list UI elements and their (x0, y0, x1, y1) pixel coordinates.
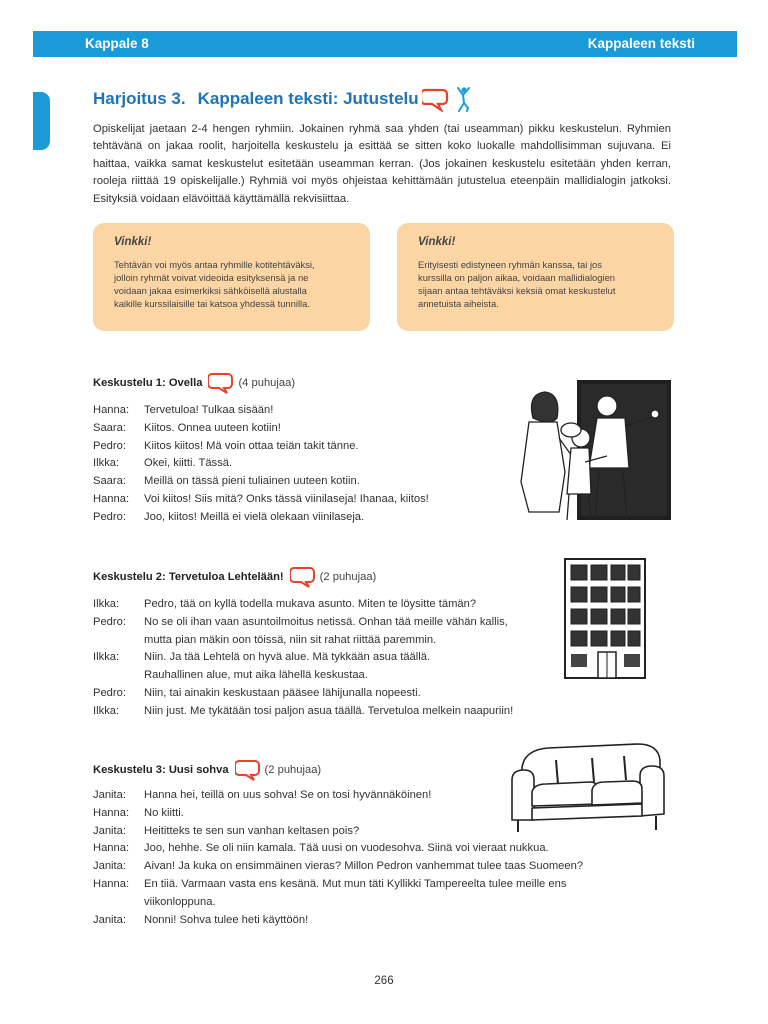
line-text: Tervetuloa! Tulkaa sisään! (144, 404, 274, 416)
speaker: Hanna: (93, 877, 130, 890)
dialogue-line (93, 509, 563, 527)
tip-heading: Vinkki! (418, 236, 456, 248)
dialogue-line (93, 402, 563, 420)
line-text: Okei, kiitti. Tässä. (144, 457, 233, 470)
exercise-intro: Opiskelijat jaetaan 2-4 hengen ryhmiin. Jokainen ryhmä saa yhden (tai useamman) pikku keskustelun. Ryhmien tehtävänä on jakaa roolit, harjoitella keskustelu ja esittää se sitten koko luokalle mahdollisimman sujuvana. Ei haittaa, vaikka samat keskustelut esitetään useamman kerran. (Jos jokainen keskustelu esitetään yhden kerran, rooleja riittää 19 opiskelijalle.) Ryhmiä voi myös ohjeistaa kehittämään jutustelua eteenpäin mallidialogin jatkoksi. Esityksiä voidaan elävöittää käyttämällä rekvisiittaa. (93, 123, 671, 205)
dialogue-line (93, 667, 563, 685)
conversation-title (93, 372, 295, 394)
tip-body (114, 258, 349, 310)
dialogue-line (93, 614, 563, 632)
line-text: mutta pian mäkin oon töissä, niin sit rahat riittää paremmin. (144, 633, 437, 646)
dialogue (93, 596, 563, 721)
line-text: Pedro, tää on kyllä todella mukava asunto. Miten te löysitte tämän? (144, 598, 477, 610)
speaker: Janita: (93, 789, 126, 801)
conversation-name: Keskustelu 3: Uusi sohva (93, 764, 229, 776)
speaker: Pedro: (93, 615, 126, 628)
dialogue-line (93, 438, 563, 456)
speaker: Saara: (93, 421, 126, 434)
tip-line: Erityisesti edistyneen ryhmän kanssa, tai jos (418, 259, 602, 270)
speaker (93, 894, 144, 912)
speaker: Pedro: (93, 510, 126, 523)
section-label: Kappaleen teksti (587, 36, 695, 51)
apartment-building-illustration (562, 556, 648, 681)
line-text: Kiitos kiitos! Mä voin ottaa teiän takit tänne. (144, 439, 359, 452)
line-text: Aivan! Ja kuka on ensimmäinen vieras? Millon Pedron vanhemmat tulee taas Suomeen? (144, 860, 584, 873)
doorway-illustration (515, 378, 675, 523)
dialogue-line (93, 420, 563, 438)
speaker (93, 632, 144, 650)
tip-box (397, 223, 674, 331)
conversation-title (93, 566, 376, 588)
dialogue-line (93, 876, 653, 894)
tip-line: annetuista aiheista. (418, 298, 499, 310)
speaker (93, 667, 144, 685)
title-icons (422, 86, 476, 112)
line-text: viikonloppuna. (144, 895, 216, 908)
line-text: En tiiä. Varmaan vasta ens kesänä. Mut mun täti Kyllikki Tampereelta tulee meille ens (144, 877, 567, 890)
line-text: No se oli ihan vaan asuntoilmoitus netissä. Onhan tää meille vähän kallis, (144, 615, 508, 628)
speech-bubble-icon (422, 90, 447, 110)
speaker: Hanna: (93, 492, 130, 505)
line-text: Niin. Ja tää Lehtelä on hyvä alue. Mä tykkään asua täällä. (144, 651, 431, 664)
dialogue-line (93, 473, 563, 491)
header-bar (33, 31, 737, 57)
speaker-count: (2 puhujaa) (264, 764, 322, 776)
speech-bubble-icon (290, 566, 316, 588)
side-tab (33, 92, 50, 150)
tip-box (93, 223, 370, 331)
line-text: Rauhallinen alue, mut aika lähellä keskustaa. (144, 669, 368, 682)
line-text: Hanna hei, teillä on uus sohva! Se on tosi hyvännäköinen! (144, 789, 432, 801)
speaker: Ilkka: (93, 598, 120, 610)
speaker: Janita: (93, 824, 126, 837)
speaker: Janita: (93, 860, 126, 873)
speaker-count: (4 puhujaa) (238, 377, 296, 389)
speaker: Ilkka: (93, 651, 120, 664)
line-text: Joo, kiitos! Meillä ei vielä olekaan viinilaseja. (144, 510, 365, 523)
speaker: Ilkka: (93, 704, 120, 717)
line-text: Niin, tai ainakin keskustaan pääsee lähijunalla nopeesti. (144, 686, 421, 699)
line-text: Niin just. Me tykätään tosi paljon asua täällä. Tervetuloa melkein naapuriin! (144, 704, 514, 717)
dialogue-line (93, 894, 653, 912)
speech-bubble-icon (208, 372, 234, 394)
line-text: Nonni! Sohva tulee heti käyttöön! (144, 913, 309, 926)
conversation-name: Keskustelu 1: Ovella (93, 377, 203, 389)
line-text: Heititteks te sen sun vanhan keltasen pois? (144, 824, 360, 837)
tip-line: Tehtävän voi myös antaa ryhmille kotitehtäväksi, (114, 259, 315, 270)
speaker: Pedro: (93, 686, 126, 699)
tip-line: jolloin ryhmät voivat videoida esityksensä ja ne (114, 272, 309, 284)
line-text: No kiitti. (144, 806, 184, 819)
exercise-heading: Kappaleen teksti: Jutustelu (197, 89, 419, 108)
sofa-illustration (508, 740, 668, 836)
page-number: 266 (374, 975, 394, 987)
dialogue-line (93, 632, 563, 650)
speaker-count: (2 puhujaa) (319, 571, 377, 583)
speaker: Janita: (93, 913, 126, 926)
dialogue-line (93, 649, 563, 667)
tip-line: sijaan antaa tehtäväksi keksiä omat keskustelut (418, 285, 616, 297)
conversation-name: Keskustelu 2: Tervetuloa Lehtelään! (93, 571, 284, 583)
speaker: Hanna: (93, 842, 130, 855)
tip-heading: Vinkki! (114, 236, 152, 248)
exercise-title (93, 89, 419, 109)
dialogue-line (93, 912, 653, 930)
dialogue-line (93, 685, 563, 703)
dialogue-line (93, 455, 563, 473)
speaker: Saara: (93, 475, 126, 488)
line-text: Voi kiitos! Siis mitä? Onks tässä viinilaseja! Ihanaa, kiitos! (144, 492, 429, 505)
dialogue-line (93, 491, 563, 509)
dialogue-line (93, 703, 563, 721)
dialogue (93, 402, 563, 527)
speech-bubble-icon (235, 759, 261, 781)
dialogue-line (93, 596, 563, 614)
exercise-number: Harjoitus 3. (93, 89, 186, 108)
tip-line: kurssilla on paljon aikaa, voidaan mallidialogien (418, 272, 615, 284)
line-text: Meillä on tässä pieni tuliainen uuteen kotiin. (144, 475, 360, 488)
tip-body (418, 258, 653, 310)
tip-line: kaikille kurssilaisille tai katsoa yhdessä tunnilla. (114, 298, 310, 310)
speaker: Pedro: (93, 439, 126, 452)
speaker: Hanna: (93, 404, 130, 416)
line-text: Joo, hehhe. Se oli niin kamala. Tää uusi on vuodesohva. Siinä voi vieraat nukkua. (144, 842, 549, 855)
speaker: Hanna: (93, 806, 130, 819)
person-icon (458, 87, 469, 111)
conversation-title (93, 759, 321, 781)
chapter-label: Kappale 8 (85, 36, 149, 51)
dialogue-line (93, 858, 653, 876)
tip-line: voidaan jakaa esimerkiksi sähköisellä alustalla (114, 285, 307, 297)
dialogue-line (93, 840, 653, 858)
speaker: Ilkka: (93, 457, 120, 470)
line-text: Kiitos. Onnea uuteen kotiin! (144, 421, 281, 434)
